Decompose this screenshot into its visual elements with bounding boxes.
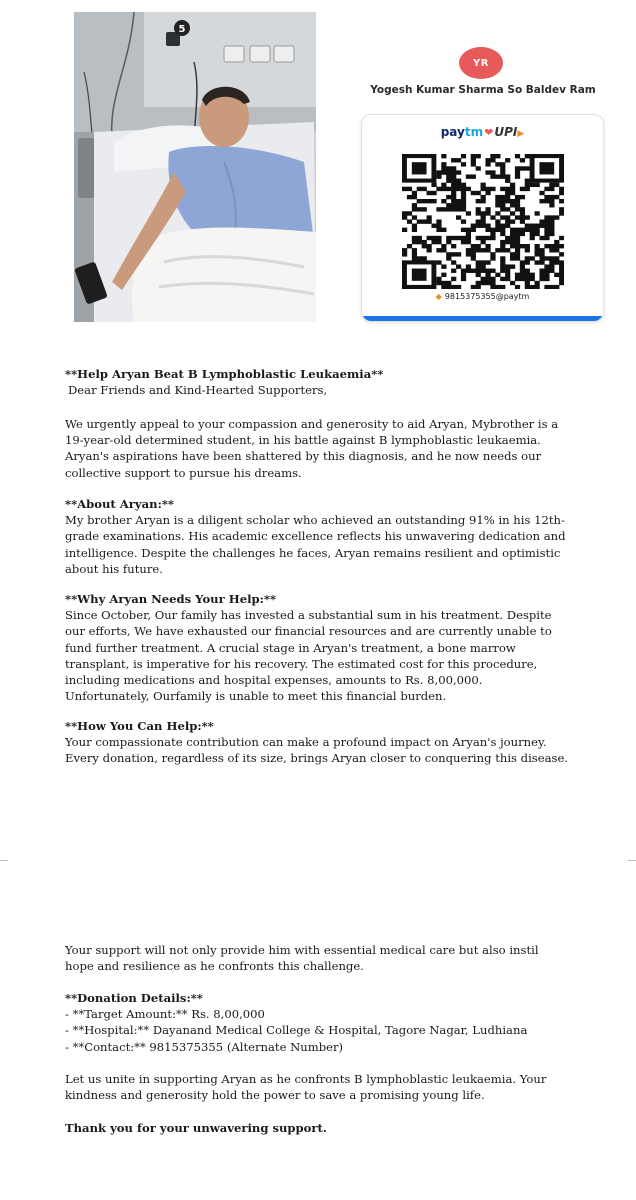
why-paragraph: Since October, Our family has invested a substantial sum in his treatment. Despite our efforts, We have exhausted our financial resources and are currently unable to fund further treatment. A crucial stage in Aryan's treatment, a bone marrow transplant, is imperative for his recovery. The estimated cost for this procedure, including medications and hospital expenses, amounts to Rs. 8,00,000. Unfortunately, Ourfamily is unable to meet this financial burden.: [65, 608, 552, 704]
how-paragraph: Your compassionate contribution can make a profound impact on Aryan's journey. Every donation, regardless of its size, brings Aryan closer to conquering this disease.: [65, 735, 569, 766]
upi-arrow-icon: ▶: [517, 129, 525, 139]
donation-item-target: - **Target Amount:** Rs. 8,00,000: [65, 1007, 265, 1022]
upi-id-text: 9815375355@paytm: [444, 292, 530, 301]
intro-paragraph: We urgently appeal to your compassion and generosity to aid Aryan, Mybrother is a 19-year-old determined student, in his battle against B lymphoblastic leukaemia. Aryan's aspirations have been shattered by this diagnosis, and he now needs our collective support to pursue his dreams.: [65, 417, 559, 480]
about-section: [65, 496, 570, 577]
how-section: [65, 718, 570, 767]
paytm-logo-tm: tm: [464, 125, 484, 139]
card-accent-bar: [362, 316, 603, 321]
payee-avatar: [459, 47, 503, 79]
closing-section: [65, 1071, 570, 1103]
paytm-upi-logo: [362, 125, 603, 139]
heart-icon: ❤: [484, 126, 494, 139]
donation-section: [65, 990, 570, 1055]
patient-photo: [74, 12, 316, 322]
about-heading: **About Aryan:**: [65, 497, 174, 511]
page-divider: [0, 860, 636, 861]
closing-paragraph: Let us unite in supporting Aryan as he confronts B lymphoblastic leukaemia. Your kindness and generosity hold the power to save a promising young life.: [65, 1072, 547, 1103]
donation-item-contact: - **Contact:** 9815375355 (Alternate Number): [65, 1039, 344, 1054]
about-paragraph: My brother Aryan is a diligent scholar who achieved an outstanding 91% in his 12th-grade examinations. His academic excellence reflects his unwavering dedication and intelligence. Despite the challenges he faces, Aryan remains resilient and optimistic about his future.: [65, 513, 566, 576]
why-section: [65, 591, 570, 704]
qr-code[interactable]: [402, 154, 564, 289]
support-paragraph: Your support will not only provide him with essential medical care but also instil hope and resilience as he confronts this challenge.: [65, 943, 539, 974]
why-heading: **Why Aryan Needs Your Help:**: [65, 592, 277, 606]
support-section: [65, 942, 570, 974]
letter-title-block: [65, 366, 570, 398]
upi-bolt-icon: ◆: [435, 292, 442, 301]
letter-intro: [65, 416, 570, 481]
paytm-logo-pay: pay: [440, 125, 465, 139]
upi-logo-text: UPI: [494, 125, 518, 139]
upi-id: [362, 292, 603, 301]
thanks-section: [65, 1120, 570, 1136]
payee-initials: YR: [473, 57, 489, 69]
donation-item-hospital: - **Hospital:** Dayanand Medical College & Hospital, Tagore Nagar, Ludhiana: [65, 1023, 528, 1038]
bed-number: 5: [178, 24, 186, 35]
thanks-line: Thank you for your unwavering support.: [65, 1121, 327, 1135]
donation-heading: **Donation Details:**: [65, 991, 203, 1005]
letter-title: **Help Aryan Beat B Lymphoblastic Leukaemia**: [65, 367, 384, 381]
letter-salutation: Dear Friends and Kind-Hearted Supporters,: [68, 383, 328, 398]
how-heading: **How You Can Help:**: [65, 719, 214, 733]
upi-qr-card: [361, 114, 604, 322]
payee-name: Yogesh Kumar Sharma So Baldev Ram: [370, 84, 596, 96]
